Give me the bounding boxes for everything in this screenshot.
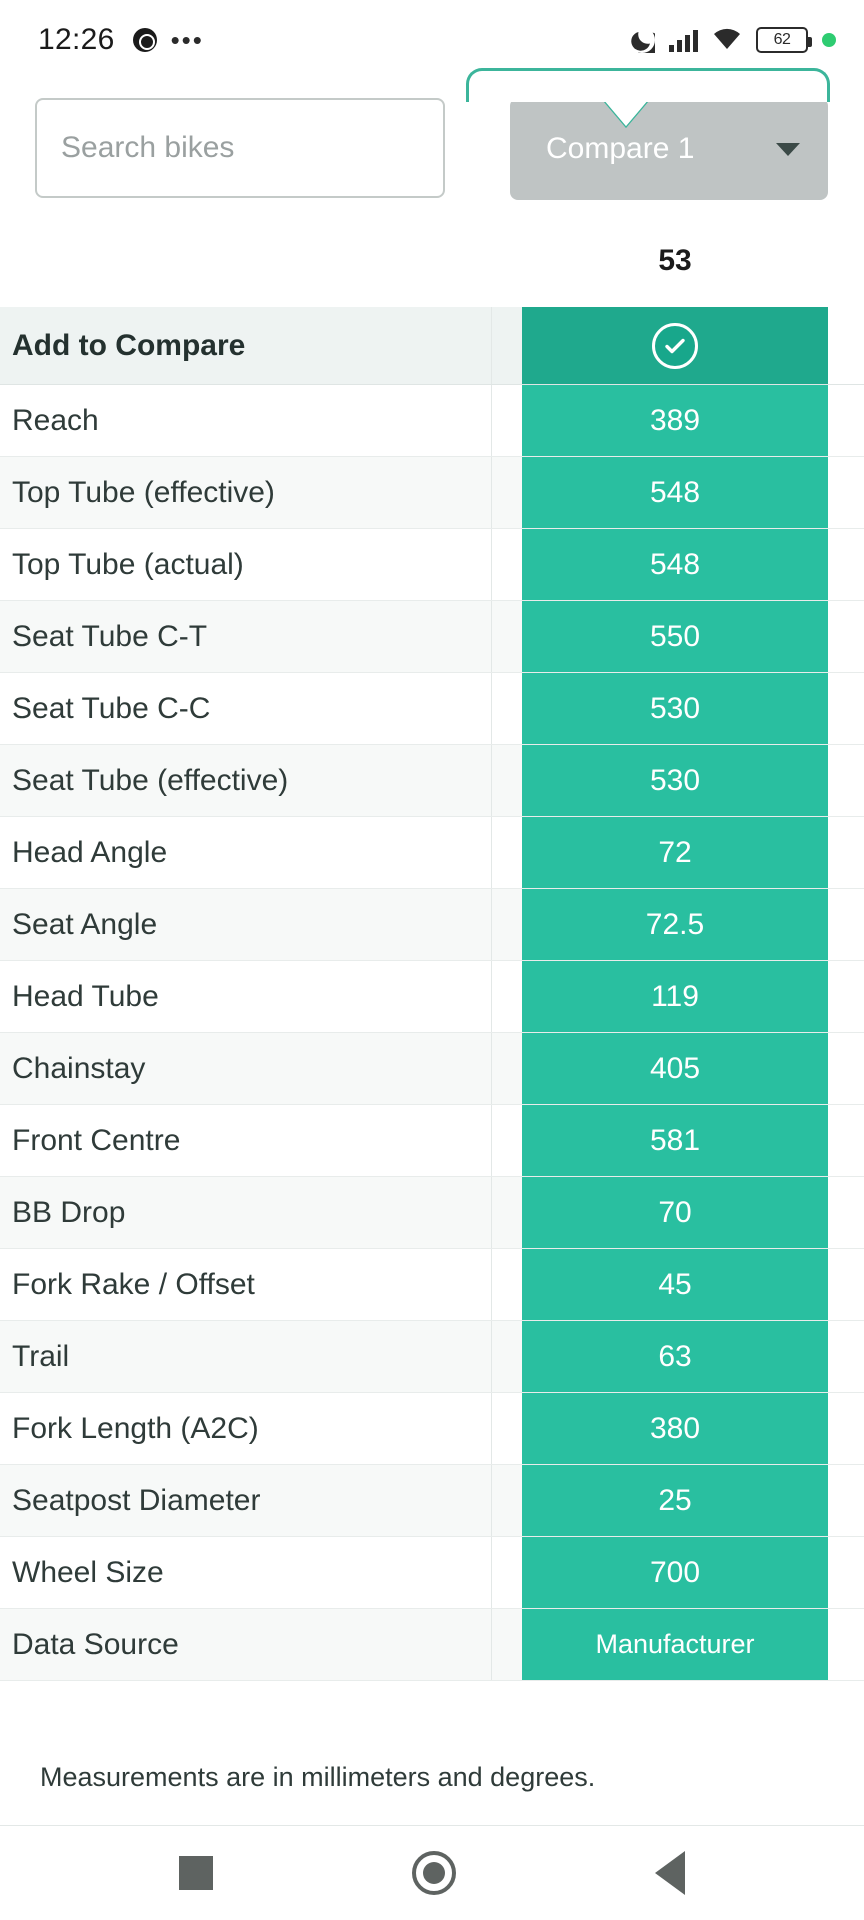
row-gap: [492, 1033, 522, 1104]
column-header-row: [0, 215, 864, 307]
row-value: 380: [522, 1393, 828, 1464]
row-gap: [492, 889, 522, 960]
row-gap: [492, 1537, 522, 1608]
compare-dropdown[interactable]: [510, 98, 828, 200]
row-gap: [492, 817, 522, 888]
row-label: Top Tube (actual): [0, 529, 492, 600]
compare-dropdown-label: Compare 1: [546, 132, 695, 165]
chevron-down-icon: [776, 143, 800, 156]
toolbar: [0, 80, 864, 215]
add-to-compare-row[interactable]: [0, 307, 864, 385]
row-value: 389: [522, 385, 828, 456]
row-value: 405: [522, 1033, 828, 1104]
status-left-icons: [133, 25, 204, 55]
row-gap: [492, 1321, 522, 1392]
row-value: 45: [522, 1249, 828, 1320]
row-label: BB Drop: [0, 1177, 492, 1248]
row-gap: [492, 1249, 522, 1320]
more-dots-icon: •••: [170, 25, 204, 55]
row-label: Seat Tube (effective): [0, 745, 492, 816]
row-gap: [492, 307, 522, 384]
add-to-compare-toggle[interactable]: [522, 307, 828, 384]
row-value: 72.5: [522, 889, 828, 960]
row-label: Trail: [0, 1321, 492, 1392]
row-value: Manufacturer: [522, 1609, 828, 1680]
row-value: 530: [522, 673, 828, 744]
row-label: Seat Tube C-T: [0, 601, 492, 672]
table-row: [0, 1177, 864, 1249]
row-gap: [492, 961, 522, 1032]
table-row: [0, 601, 864, 673]
row-value: 548: [522, 529, 828, 600]
spec-table: [0, 307, 864, 1730]
row-value: 700: [522, 1537, 828, 1608]
screen-record-icon: [133, 28, 157, 52]
tooltip-callout: [466, 68, 830, 102]
column-header-size: 53: [658, 244, 692, 277]
recents-square-icon[interactable]: [179, 1856, 213, 1890]
row-label: Data Source: [0, 1609, 492, 1680]
table-row: [0, 961, 864, 1033]
search-field[interactable]: [35, 98, 445, 198]
row-value: 530: [522, 745, 828, 816]
table-row: [0, 1537, 864, 1609]
row-label: Seat Tube C-C: [0, 673, 492, 744]
search-input[interactable]: [61, 131, 419, 165]
row-value: 70: [522, 1177, 828, 1248]
row-label: Top Tube (effective): [0, 457, 492, 528]
home-circle-icon[interactable]: [412, 1851, 456, 1895]
row-gap: [492, 1465, 522, 1536]
row-value: 119: [522, 961, 828, 1032]
status-clock: 12:26: [38, 23, 115, 56]
row-label: Head Tube: [0, 961, 492, 1032]
row-label: Front Centre: [0, 1105, 492, 1176]
row-gap: [492, 1393, 522, 1464]
row-gap: [492, 673, 522, 744]
table-row: [0, 529, 864, 601]
row-gap: [492, 1609, 522, 1680]
row-label: Head Angle: [0, 817, 492, 888]
row-value: 550: [522, 601, 828, 672]
row-label: Reach: [0, 385, 492, 456]
measurement-note: Measurements are in millimeters and degrees.: [0, 1730, 864, 1826]
row-label: Wheel Size: [0, 1537, 492, 1608]
table-row: [0, 385, 864, 457]
battery-level: 62: [773, 31, 791, 48]
row-label: Fork Length (A2C): [0, 1393, 492, 1464]
row-label: Chainstay: [0, 1033, 492, 1104]
table-row: [0, 1393, 864, 1465]
wifi-icon: [712, 28, 742, 52]
table-row: [0, 1105, 864, 1177]
table-row: [0, 1033, 864, 1105]
row-value: 72: [522, 817, 828, 888]
cellular-signal-icon: [669, 28, 698, 52]
add-to-compare-label: Add to Compare: [0, 307, 492, 384]
row-gap: [492, 385, 522, 456]
row-value: 548: [522, 457, 828, 528]
status-right-icons: [629, 27, 836, 53]
check-circle-icon: [652, 323, 698, 369]
system-navigation-bar: [0, 1826, 864, 1920]
row-value: 25: [522, 1465, 828, 1536]
table-row: [0, 1321, 864, 1393]
table-row: [0, 817, 864, 889]
table-row: [0, 1249, 864, 1321]
battery-icon: [756, 27, 808, 53]
tooltip-arrow: [604, 100, 648, 126]
back-triangle-icon[interactable]: [655, 1851, 685, 1895]
table-row: [0, 745, 864, 817]
row-gap: [492, 457, 522, 528]
row-gap: [492, 745, 522, 816]
row-value: 63: [522, 1321, 828, 1392]
table-row: [0, 889, 864, 961]
do-not-disturb-moon-icon: [629, 27, 655, 53]
row-gap: [492, 529, 522, 600]
row-gap: [492, 1177, 522, 1248]
green-dot-icon: [822, 33, 836, 47]
table-row: [0, 457, 864, 529]
row-label: Seat Angle: [0, 889, 492, 960]
row-value: 581: [522, 1105, 828, 1176]
row-label: Fork Rake / Offset: [0, 1249, 492, 1320]
row-gap: [492, 1105, 522, 1176]
table-row: [0, 673, 864, 745]
row-gap: [492, 601, 522, 672]
table-row: [0, 1609, 864, 1681]
row-label: Seatpost Diameter: [0, 1465, 492, 1536]
table-row: [0, 1465, 864, 1537]
